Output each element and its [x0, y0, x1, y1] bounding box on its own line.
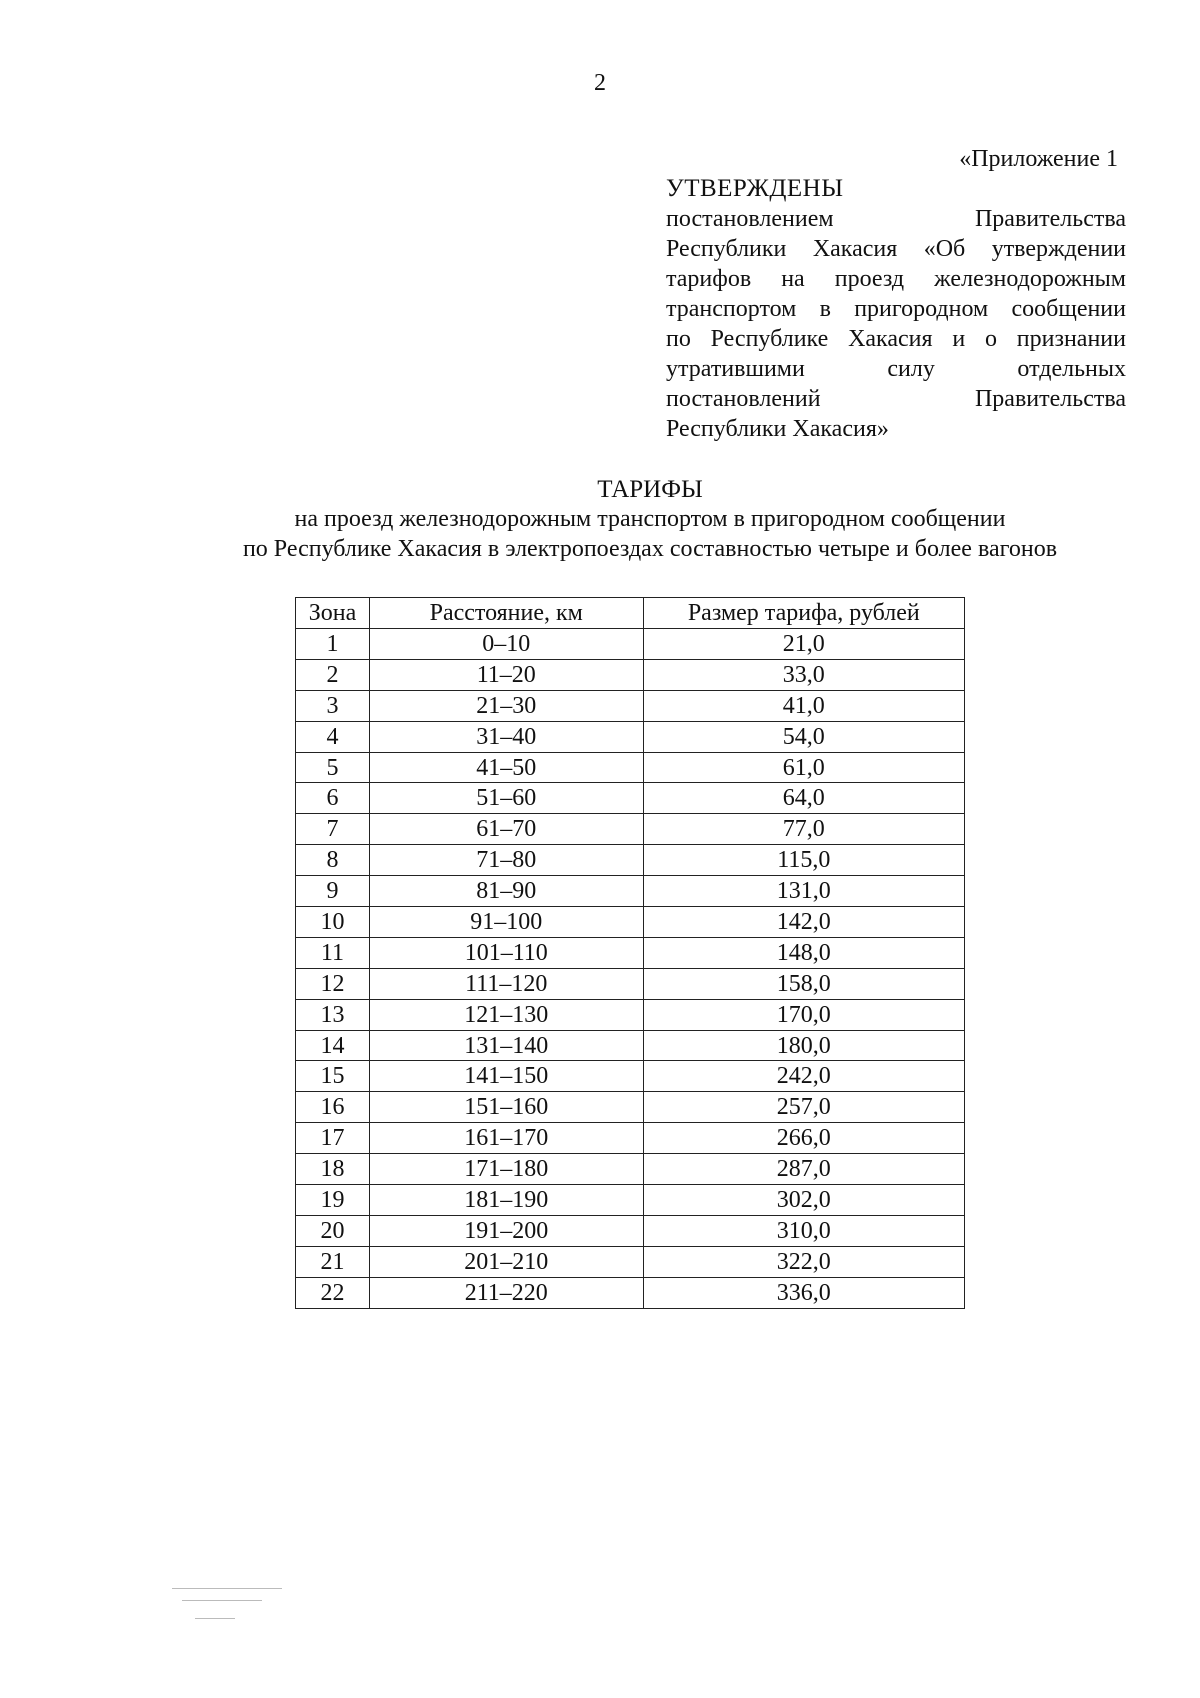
tariff-table-body [296, 629, 965, 1309]
distance-cell: 191–200 [369, 1215, 643, 1246]
approval-text [666, 204, 1126, 444]
distance-cell: 201–210 [369, 1246, 643, 1277]
zone-cell: 22 [296, 1277, 370, 1308]
document-subtitle: по Республике Хакасия в электропоездах составностью четыре и более вагонов [242, 536, 1058, 562]
zone-cell: 9 [296, 876, 370, 907]
tariff-table [295, 597, 965, 1309]
appendix-label: «Приложение 1 [959, 146, 1118, 172]
distance-cell: 11–20 [369, 659, 643, 690]
distance-cell: 51–60 [369, 783, 643, 814]
distance-cell: 151–160 [369, 1092, 643, 1123]
table-row [296, 1061, 965, 1092]
zone-cell: 20 [296, 1215, 370, 1246]
tariff-cell: 242,0 [643, 1061, 964, 1092]
zone-cell: 8 [296, 845, 370, 876]
distance-cell: 181–190 [369, 1185, 643, 1216]
tariff-cell: 158,0 [643, 968, 964, 999]
zone-cell: 13 [296, 999, 370, 1030]
approval-line: Республики Хакасия «Об утверждении [666, 236, 1126, 262]
tariff-cell: 322,0 [643, 1246, 964, 1277]
table-row [296, 814, 965, 845]
zone-cell: 7 [296, 814, 370, 845]
table-row [296, 968, 965, 999]
scan-artifact [195, 1618, 235, 1619]
distance-cell: 91–100 [369, 907, 643, 938]
zone-cell: 10 [296, 907, 370, 938]
tariff-cell: 61,0 [643, 752, 964, 783]
document-subtitle: на проезд железнодорожным транспортом в пригородном сообщении [294, 506, 1006, 532]
tariff-cell: 302,0 [643, 1185, 964, 1216]
table-row [296, 937, 965, 968]
approval-line: тарифов на проезд железнодорожным [666, 266, 1126, 292]
scan-artifact [172, 1588, 282, 1589]
zone-cell: 15 [296, 1061, 370, 1092]
zone-cell: 17 [296, 1123, 370, 1154]
table-row [296, 752, 965, 783]
document-title: ТАРИФЫ [597, 476, 703, 503]
zone-cell: 1 [296, 629, 370, 660]
distance-cell: 161–170 [369, 1123, 643, 1154]
distance-cell: 131–140 [369, 1030, 643, 1061]
distance-cell: 31–40 [369, 721, 643, 752]
table-header-row [296, 598, 965, 629]
tariff-cell: 64,0 [643, 783, 964, 814]
table-row [296, 1092, 965, 1123]
approval-line: Республики Хакасия» [666, 416, 889, 442]
distance-cell: 141–150 [369, 1061, 643, 1092]
tariff-cell: 148,0 [643, 937, 964, 968]
approval-block [666, 174, 1126, 444]
table-row [296, 999, 965, 1030]
table-row [296, 1277, 965, 1308]
header-zone: Зона [296, 598, 370, 629]
approval-line: транспортом в пригородном сообщении [666, 296, 1126, 322]
zone-cell: 4 [296, 721, 370, 752]
table-row [296, 1123, 965, 1154]
distance-cell: 0–10 [369, 629, 643, 660]
approval-heading: УТВЕРЖДЕНЫ [666, 175, 844, 202]
zone-cell: 11 [296, 937, 370, 968]
distance-cell: 81–90 [369, 876, 643, 907]
table-row [296, 1246, 965, 1277]
zone-cell: 5 [296, 752, 370, 783]
header-tariff: Размер тарифа, рублей [643, 598, 964, 629]
zone-cell: 16 [296, 1092, 370, 1123]
zone-cell: 6 [296, 783, 370, 814]
tariff-cell: 170,0 [643, 999, 964, 1030]
approval-line: постановлением Правительства [666, 206, 1126, 232]
table-row [296, 1030, 965, 1061]
tariff-cell: 131,0 [643, 876, 964, 907]
table-row [296, 629, 965, 660]
tariff-cell: 21,0 [643, 629, 964, 660]
distance-cell: 101–110 [369, 937, 643, 968]
table-row [296, 845, 965, 876]
tariff-cell: 77,0 [643, 814, 964, 845]
page-number: 2 [594, 70, 606, 96]
zone-cell: 19 [296, 1185, 370, 1216]
tariff-cell: 336,0 [643, 1277, 964, 1308]
table-row [296, 1215, 965, 1246]
distance-cell: 41–50 [369, 752, 643, 783]
header-distance: Расстояние, км [369, 598, 643, 629]
tariff-cell: 33,0 [643, 659, 964, 690]
approval-line: утратившими силу отдельных [666, 356, 1126, 382]
distance-cell: 71–80 [369, 845, 643, 876]
tariff-cell: 41,0 [643, 690, 964, 721]
distance-cell: 61–70 [369, 814, 643, 845]
table-row [296, 690, 965, 721]
tariff-cell: 180,0 [643, 1030, 964, 1061]
tariff-cell: 115,0 [643, 845, 964, 876]
distance-cell: 121–130 [369, 999, 643, 1030]
tariff-cell: 310,0 [643, 1215, 964, 1246]
distance-cell: 111–120 [369, 968, 643, 999]
table-row [296, 721, 965, 752]
table-row [296, 1185, 965, 1216]
table-row [296, 907, 965, 938]
table-row [296, 1154, 965, 1185]
zone-cell: 21 [296, 1246, 370, 1277]
tariff-cell: 257,0 [643, 1092, 964, 1123]
table-row [296, 783, 965, 814]
zone-cell: 3 [296, 690, 370, 721]
zone-cell: 14 [296, 1030, 370, 1061]
zone-cell: 18 [296, 1154, 370, 1185]
approval-line: по Республике Хакасия и о признании [666, 326, 1126, 352]
distance-cell: 21–30 [369, 690, 643, 721]
approval-line: постановлений Правительства [666, 386, 1126, 412]
tariff-cell: 287,0 [643, 1154, 964, 1185]
table-row [296, 659, 965, 690]
zone-cell: 12 [296, 968, 370, 999]
tariff-cell: 266,0 [643, 1123, 964, 1154]
distance-cell: 211–220 [369, 1277, 643, 1308]
distance-cell: 171–180 [369, 1154, 643, 1185]
scan-artifact [182, 1600, 262, 1601]
tariff-cell: 54,0 [643, 721, 964, 752]
zone-cell: 2 [296, 659, 370, 690]
tariff-cell: 142,0 [643, 907, 964, 938]
table-row [296, 876, 965, 907]
